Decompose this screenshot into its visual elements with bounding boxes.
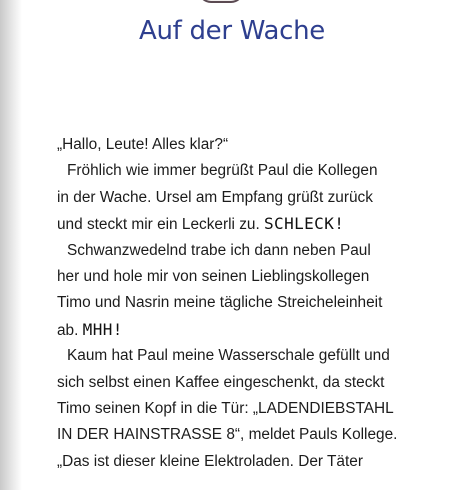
line-text: in der Wache. Ursel am Empfang grüßt zurück [57,188,373,206]
line-text: „Das ist dieser kleine Elektroladen. Der Täter [57,452,363,470]
text-line [57,290,437,316]
line-text: ab. [57,321,83,339]
line-text: IN DER HAINSTRASSE 8“, meldet Pauls Kollege. [57,426,398,444]
text-line [57,158,437,184]
text-line [57,317,437,343]
story-text [57,132,437,475]
line-text: her und hole mir von seinen Lieblingskollegen [57,267,370,285]
text-line [57,449,437,475]
text-line [57,132,437,158]
text-line [57,264,437,290]
text-line [57,238,437,264]
line-text: „Hallo, Leute! Alles klar?“ [57,136,229,153]
page-gutter-shadow [0,0,22,490]
line-text: sich selbst einen Kaffee eingeschenkt, da steckt [57,373,385,391]
text-line [57,370,437,396]
line-text: Fröhlich wie immer begrüßt Paul die Kollegen [67,162,378,180]
sound-effect-text: MHH! [82,319,123,339]
text-line [57,211,437,237]
chapter-title: Auf der Wache [139,16,325,46]
chapter-ornament [198,0,244,3]
line-text: und steckt mir ein Leckerli zu. [57,216,264,234]
text-line [57,185,437,211]
sound-effect-text: SCHLECK! [264,214,345,234]
line-text: Schwanzwedelnd trabe ich dann neben Paul [67,241,371,259]
line-text: Kaum hat Paul meine Wasserschale gefüllt und [67,347,390,365]
text-line [57,396,437,422]
line-text: Timo und Nasrin meine tägliche Streicheleinheit [57,294,383,312]
text-line [57,422,437,448]
text-line [57,343,437,369]
line-text: Timo seinen Kopf in die Tür: „LADENDIEBSTAHL [57,399,394,417]
